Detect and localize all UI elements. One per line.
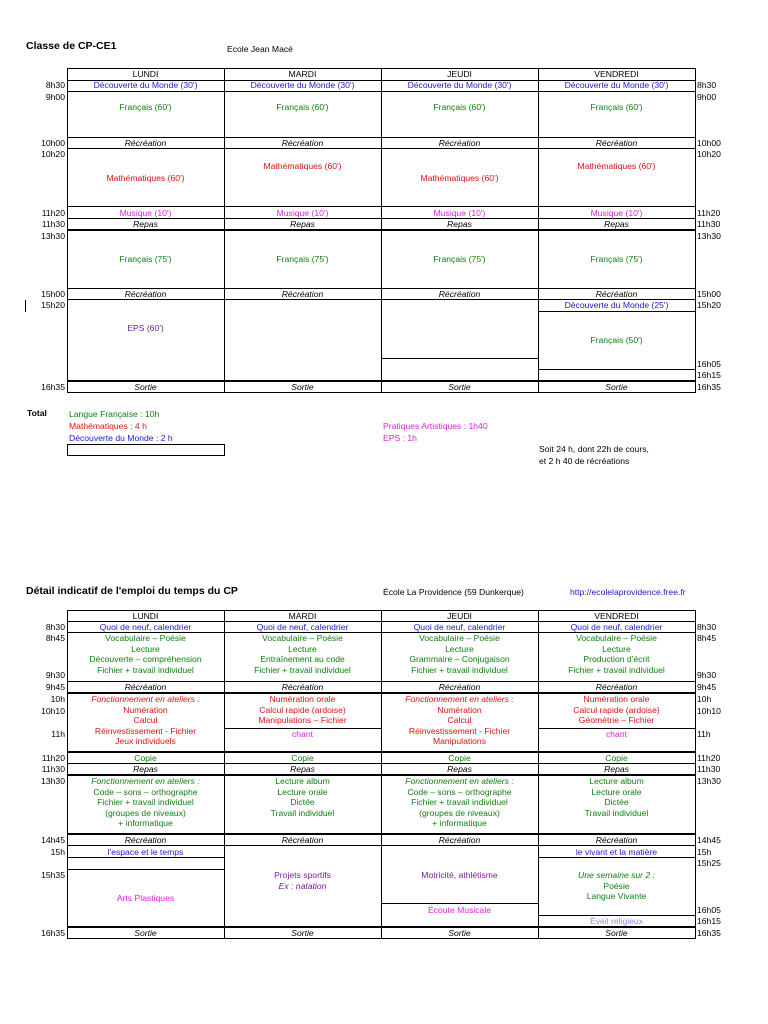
cell-ateliers-francais: Fonctionnement en ateliers : Code – sons – orthographe Fichier + travail individuel (groupes de niveaux) + informatique	[91, 776, 200, 828]
cell-maths-ateliers: Fonctionnement en ateliers : Numération Calcul Réinvestissement - Fichier Manipulations	[405, 694, 514, 746]
bottom-time-right: 9h30	[697, 670, 717, 680]
bottom-time-left: 13h30	[41, 776, 65, 786]
top-time-right: 9h00	[697, 92, 717, 102]
bottom-url[interactable]: http://ecolelaprovidence.free.fr	[570, 587, 686, 597]
cell-musique: Musique (10')	[433, 208, 486, 218]
cell-musique: Musique (10')	[119, 208, 172, 218]
bottom-day-vendredi: VENDREDI	[594, 611, 639, 621]
cell-quoi-de-neuf: Quoi de neuf, calendrier	[256, 622, 349, 632]
cell-copie: Copie	[448, 753, 471, 763]
cell-motricite: Motricité, athlétisme	[421, 870, 498, 880]
bottom-school: École La Providence (59 Dunkerque)	[383, 587, 524, 597]
top-time-left: 10h00	[41, 138, 65, 148]
bottom-time-left: 11h20	[41, 753, 65, 763]
cell-francais: Français (50')	[590, 335, 643, 345]
bottom-time-left: 11h30	[41, 764, 65, 774]
cell-maths: Mathématiques (60')	[420, 173, 499, 183]
cell-francais: Français (75')	[433, 254, 486, 264]
top-time-right: 11h20	[697, 208, 721, 218]
cell-francais: Français (75')	[119, 254, 172, 264]
cell-francais: Français (60')	[276, 102, 329, 112]
cell-recreation: Récréation	[124, 835, 167, 845]
cell-espace-temps: l'espace et le temps	[107, 847, 184, 857]
cell-eveil-religieux: Éveil religieux	[589, 916, 644, 926]
bottom-time-left: 10h	[50, 694, 65, 704]
total-summary-1: Soit 24 h, dont 22h de cours,	[539, 444, 649, 454]
cell-francais: Français (75')	[276, 254, 329, 264]
bottom-time-left: 9h45	[45, 682, 65, 692]
cell-recreation: Récréation	[281, 835, 324, 845]
cell-vocab: Vocabulaire – Poésie Lecture Production d'écrit Fichier + travail individuel	[568, 633, 665, 675]
cell-francais: Français (75')	[590, 254, 643, 264]
cell-repas: Repas	[447, 764, 472, 774]
cell-recreation: Récréation	[281, 289, 324, 299]
top-time-left: 10h20	[41, 149, 65, 159]
cell-lecture-album: Lecture album Lecture orale Dictée Travail individuel	[584, 776, 649, 818]
cell-recreation: Récréation	[281, 138, 324, 148]
top-day-jeudi: JEUDI	[447, 69, 472, 79]
cell-recreation: Récréation	[438, 835, 481, 845]
top-time-left: 11h20	[41, 208, 65, 218]
cell-recreation: Récréation	[438, 682, 481, 692]
cell-francais: Français (60')	[433, 102, 486, 112]
cell-quoi-de-neuf: Quoi de neuf, calendrier	[570, 622, 663, 632]
cell-vivant-matiere: le vivant et la matière	[575, 847, 658, 857]
bottom-time-right: 10h	[697, 694, 712, 704]
cell-sortie: Sortie	[605, 382, 628, 392]
cell-sortie: Sortie	[134, 382, 157, 392]
cell-maths: Mathématiques (60')	[577, 161, 656, 171]
cell-sortie: Sortie	[291, 928, 314, 938]
cell-musique: Musique (10')	[590, 208, 643, 218]
bottom-day-jeudi: JEUDI	[447, 611, 472, 621]
bottom-time-right: 8h45	[697, 633, 717, 643]
cell-repas: Repas	[290, 764, 315, 774]
bottom-time-right: 8h30	[697, 622, 717, 632]
bottom-time-right: 11h20	[697, 753, 721, 763]
cell-vocab: Vocabulaire – Poésie Lecture Entraînement au code Fichier + travail individuel	[254, 633, 351, 675]
bottom-time-left: 8h30	[45, 622, 65, 632]
bottom-time-left: 14h45	[41, 835, 65, 845]
total-langue: Langue Française : 10h	[69, 409, 160, 419]
cell-recreation: Récréation	[595, 682, 638, 692]
cell-recreation: Récréation	[595, 289, 638, 299]
bottom-day-lundi: LUNDI	[132, 611, 159, 621]
cell-maths: Numération orale Calcul rapide (ardoise) Géométrie – Fichier	[573, 694, 660, 725]
cell-decouverte: Découverte du Monde (30')	[93, 80, 198, 90]
top-day-vendredi: VENDREDI	[594, 69, 639, 79]
bottom-day-mardi: MARDI	[288, 611, 317, 621]
cell-repas: Repas	[604, 219, 629, 229]
cell-maths: Mathématiques (60')	[263, 161, 342, 171]
top-time-left: 15h00	[41, 289, 65, 299]
cell-maths-ateliers: Fonctionnement en ateliers : Numération Calcul Réinvestissement - Fichier Jeux individuels	[91, 694, 200, 746]
bottom-time-left: 15h	[50, 847, 65, 857]
cell-francais: Français (60')	[119, 102, 172, 112]
top-day-mardi: MARDI	[288, 69, 317, 79]
top-time-left: 15h20	[41, 300, 65, 310]
cell-chant: chant	[291, 729, 314, 739]
bottom-time-left: 9h30	[45, 670, 65, 680]
cell-sortie: Sortie	[605, 928, 628, 938]
cell-recreation: Récréation	[124, 289, 167, 299]
cell-repas: Repas	[133, 764, 158, 774]
bottom-time-left: 16h35	[41, 928, 65, 938]
top-time-right: 8h30	[697, 80, 717, 90]
cell-sortie: Sortie	[448, 928, 471, 938]
cell-ecoute-musicale: Écoute Musicale	[427, 905, 492, 915]
total-empty-box	[67, 444, 225, 456]
bottom-time-right: 16h15	[697, 916, 721, 926]
cell-arts-plastiques: Arts Plastiques	[116, 893, 175, 903]
top-time-right: 10h20	[697, 149, 721, 159]
cell-quoi-de-neuf: Quoi de neuf, calendrier	[413, 622, 506, 632]
top-time-left: 13h30	[41, 231, 65, 241]
cell-lecture-album: Lecture album Lecture orale Dictée Travail individuel	[270, 776, 335, 818]
cell-projets-sportifs: Projets sportifs Ex : natation	[274, 870, 331, 891]
bottom-time-left: 10h10	[41, 706, 65, 716]
top-time-right: 13h30	[697, 231, 721, 241]
cell-recreation: Récréation	[281, 682, 324, 692]
bottom-time-right: 16h05	[697, 905, 721, 915]
cell-chant: chant	[605, 729, 628, 739]
top-time-right: 16h35	[697, 382, 721, 392]
cell-copie: Copie	[134, 753, 157, 763]
top-time-left: 16h35	[41, 382, 65, 392]
bottom-title: Détail indicatif de l'emploi du temps du CP	[26, 585, 238, 597]
bottom-time-right: 15h	[697, 847, 712, 857]
cell-semaine: Une semaine sur 2 : Poésie Langue Vivante	[578, 870, 655, 901]
cell-copie: Copie	[291, 753, 314, 763]
top-time-right: 16h15	[697, 370, 721, 380]
top-time-right: 15h20	[697, 300, 721, 310]
bottom-time-left: 15h35	[41, 870, 65, 880]
cell-sortie: Sortie	[291, 382, 314, 392]
top-time-left: 11h30	[41, 219, 65, 229]
bottom-time-right: 11h	[697, 729, 711, 739]
bottom-time-left: 8h45	[45, 633, 65, 643]
cell-sortie: Sortie	[448, 382, 471, 392]
bottom-time-right: 15h25	[697, 858, 721, 868]
cell-eps: EPS (60')	[127, 323, 164, 333]
cell-recreation: Récréation	[124, 682, 167, 692]
bottom-time-left: 11h	[51, 729, 65, 739]
cell-maths: Mathématiques (60')	[106, 173, 185, 183]
cell-ateliers-francais: Fonctionnement en ateliers : Code – sons – orthographe Fichier + travail individuel (groupes de niveaux) + informatique	[405, 776, 514, 828]
cell-recreation: Récréation	[438, 289, 481, 299]
bottom-time-right: 13h30	[697, 776, 721, 786]
cell-vocab: Vocabulaire – Poésie Lecture Découverte – compréhension Fichier + travail individuel	[89, 633, 202, 675]
cell-maths: Numération orale Calcul rapide (ardoise) Manipulations – Fichier	[258, 694, 347, 725]
cell-recreation: Récréation	[595, 835, 638, 845]
top-school: Ecole Jean Macé	[227, 44, 293, 54]
top-time-left: 8h30	[45, 80, 65, 90]
cell-decouverte: Découverte du Monde (30')	[564, 80, 669, 90]
top-day-lundi: LUNDI	[132, 69, 159, 79]
cell-repas: Repas	[604, 764, 629, 774]
cell-repas: Repas	[447, 219, 472, 229]
cell-recreation: Récréation	[438, 138, 481, 148]
totals-label: Total	[27, 408, 47, 418]
total-maths: Mathématiques : 4 h	[69, 421, 147, 431]
cell-decouverte: Découverte du Monde (30')	[250, 80, 355, 90]
top-time-right: 10h00	[697, 138, 721, 148]
total-arts: Pratiques Artistiques : 1h40	[383, 421, 488, 431]
top-title: Classe de CP-CE1	[26, 40, 117, 52]
cell-recreation: Récréation	[124, 138, 167, 148]
bottom-time-right: 16h35	[697, 928, 721, 938]
cell-quoi-de-neuf: Quoi de neuf, calendrier	[99, 622, 192, 632]
bottom-time-right: 14h45	[697, 835, 721, 845]
cell-francais: Français (60')	[590, 102, 643, 112]
top-time-left: 9h00	[45, 92, 65, 102]
total-summary-2: et 2 h 40 de récréations	[539, 456, 630, 466]
cell-decouverte: Découverte du Monde (30')	[407, 80, 512, 90]
bottom-time-right: 9h45	[697, 682, 717, 692]
top-time-right: 11h30	[697, 219, 721, 229]
cell-musique: Musique (10')	[276, 208, 329, 218]
top-time-right: 16h05	[697, 359, 721, 369]
cell-repas: Repas	[290, 219, 315, 229]
bottom-time-right: 11h30	[697, 764, 721, 774]
cell-recreation: Récréation	[595, 138, 638, 148]
cell-sortie: Sortie	[134, 928, 157, 938]
bottom-time-right: 10h10	[697, 706, 721, 716]
cell-decouverte: Découverte du Monde (25')	[564, 300, 669, 310]
total-decouverte: Découverte du Monde : 2 h	[69, 433, 173, 443]
cell-vocab: Vocabulaire – Poésie Lecture Grammaire – Conjugaison Fichier + travail individuel	[409, 633, 510, 675]
cell-repas: Repas	[133, 219, 158, 229]
top-time-right: 15h00	[697, 289, 721, 299]
cell-copie: Copie	[605, 753, 628, 763]
total-eps: EPS : 1h	[383, 433, 417, 443]
